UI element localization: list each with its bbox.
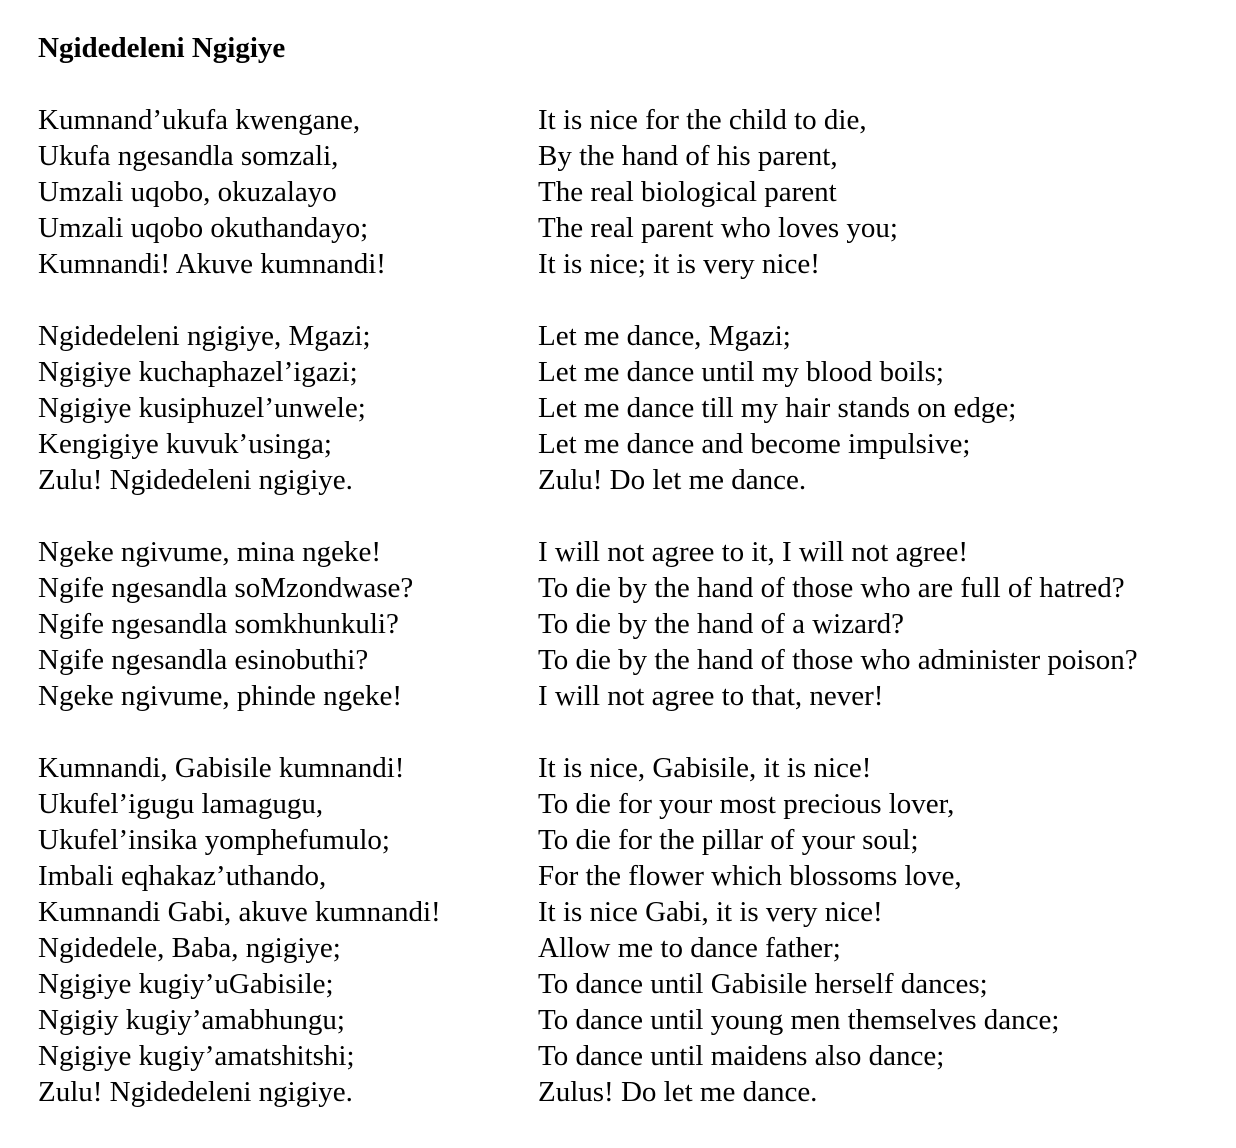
english-translation-line: Let me dance till my hair stands on edge; bbox=[538, 392, 1017, 424]
zulu-line: Ngidedeleni ngigiye, Mgazi; bbox=[38, 320, 371, 352]
zulu-line: Ngigiy kugiy’amabhungu; bbox=[38, 1004, 345, 1036]
zulu-line: Ngife ngesandla somkhunkuli? bbox=[38, 608, 399, 640]
zulu-line: Kumnandi! Akuve kumnandi! bbox=[38, 248, 386, 280]
english-translation-line: To die for the pillar of your soul; bbox=[538, 824, 919, 856]
poem-line bbox=[38, 606, 1218, 642]
english-translation-line: The real parent who loves you; bbox=[538, 212, 898, 244]
english-translation-line: To die by the hand of those who administer poison? bbox=[538, 644, 1138, 676]
zulu-line: Ukufel’insika yomphefumulo; bbox=[38, 824, 390, 856]
zulu-line: Ngidedele, Baba, ngigiye; bbox=[38, 932, 341, 964]
poem-line bbox=[38, 462, 1218, 498]
english-translation-line: Let me dance until my blood boils; bbox=[538, 356, 944, 388]
zulu-line: Kumnand’ukufa kwengane, bbox=[38, 104, 361, 136]
poem-line bbox=[38, 930, 1218, 966]
poem-page bbox=[38, 30, 1218, 1110]
zulu-line: Ngigiye kugiy’uGabisile; bbox=[38, 968, 334, 1000]
english-translation-line: To die by the hand of a wizard? bbox=[538, 608, 904, 640]
poem-line bbox=[38, 102, 1218, 138]
english-translation-line: To die for your most precious lover, bbox=[538, 788, 955, 820]
english-translation-line: It is nice; it is very nice! bbox=[538, 248, 820, 280]
english-translation-line: Zulus! Do let me dance. bbox=[538, 1076, 818, 1108]
zulu-line: Umzali uqobo, okuzalayo bbox=[38, 176, 337, 208]
english-translation-line: Let me dance, Mgazi; bbox=[538, 320, 791, 352]
english-translation-line: To dance until young men themselves dance; bbox=[538, 1004, 1060, 1036]
english-translation-line: To dance until Gabisile herself dances; bbox=[538, 968, 988, 1000]
english-translation-line: Allow me to dance father; bbox=[538, 932, 841, 964]
stanza-2 bbox=[38, 318, 1218, 498]
poem-line bbox=[38, 390, 1218, 426]
zulu-line: Ngife ngesandla esinobuthi? bbox=[38, 644, 369, 676]
zulu-line: Imbali eqhakaz’uthando, bbox=[38, 860, 327, 892]
poem-line bbox=[38, 354, 1218, 390]
stanza-4 bbox=[38, 750, 1218, 1110]
english-translation-line: I will not agree to it, I will not agree! bbox=[538, 536, 969, 568]
zulu-line: Kumnandi, Gabisile kumnandi! bbox=[38, 752, 405, 784]
english-translation-line: By the hand of his parent, bbox=[538, 140, 838, 172]
english-translation-line: Zulu! Do let me dance. bbox=[538, 464, 807, 496]
poem-line bbox=[38, 570, 1218, 606]
english-translation-line: The real biological parent bbox=[538, 176, 837, 208]
poem-line bbox=[38, 174, 1218, 210]
stanza-1 bbox=[38, 102, 1218, 282]
poem-line bbox=[38, 1002, 1218, 1038]
zulu-line: Ukufa ngesandla somzali, bbox=[38, 140, 339, 172]
poem-line bbox=[38, 138, 1218, 174]
zulu-line: Ngigiye kugiy’amatshitshi; bbox=[38, 1040, 355, 1072]
zulu-line: Ngeke ngivume, phinde ngeke! bbox=[38, 680, 403, 712]
poem-line bbox=[38, 534, 1218, 570]
poem-line bbox=[38, 858, 1218, 894]
poem-line bbox=[38, 894, 1218, 930]
english-translation-line: It is nice for the child to die, bbox=[538, 104, 867, 136]
zulu-line: Ukufel’igugu lamagugu, bbox=[38, 788, 324, 820]
zulu-line: Kengigiye kuvuk’usinga; bbox=[38, 428, 332, 460]
zulu-line: Ngigiye kuchaphazel’igazi; bbox=[38, 356, 358, 388]
zulu-line: Ngife ngesandla soMzondwase? bbox=[38, 572, 414, 604]
stanza-3 bbox=[38, 534, 1218, 714]
english-translation-line: For the flower which blossoms love, bbox=[538, 860, 962, 892]
poem-line bbox=[38, 822, 1218, 858]
poem-line bbox=[38, 678, 1218, 714]
zulu-line: Zulu! Ngidedeleni ngigiye. bbox=[38, 464, 353, 496]
poem-line bbox=[38, 1074, 1218, 1110]
english-translation-line: I will not agree to that, never! bbox=[538, 680, 884, 712]
poem-line bbox=[38, 966, 1218, 1002]
zulu-line: Kumnandi Gabi, akuve kumnandi! bbox=[38, 896, 441, 928]
poem-line bbox=[38, 750, 1218, 786]
english-translation-line: It is nice Gabi, it is very nice! bbox=[538, 896, 883, 928]
zulu-line: Umzali uqobo okuthandayo; bbox=[38, 212, 369, 244]
poem-line bbox=[38, 642, 1218, 678]
poem-body bbox=[38, 102, 1218, 1110]
zulu-line: Ngeke ngivume, mina ngeke! bbox=[38, 536, 382, 568]
english-translation-line: To die by the hand of those who are full of hatred? bbox=[538, 572, 1125, 604]
english-translation-line: To dance until maidens also dance; bbox=[538, 1040, 945, 1072]
poem-line bbox=[38, 426, 1218, 462]
english-translation-line: Let me dance and become impulsive; bbox=[538, 428, 971, 460]
poem-line bbox=[38, 786, 1218, 822]
english-translation-line: It is nice, Gabisile, it is nice! bbox=[538, 752, 872, 784]
zulu-line: Ngigiye kusiphuzel’unwele; bbox=[38, 392, 366, 424]
poem-line bbox=[38, 210, 1218, 246]
poem-line bbox=[38, 246, 1218, 282]
poem-line bbox=[38, 1038, 1218, 1074]
poem-title: Ngidedeleni Ngigiye bbox=[38, 32, 286, 64]
zulu-line: Zulu! Ngidedeleni ngigiye. bbox=[38, 1076, 353, 1108]
poem-line bbox=[38, 318, 1218, 354]
